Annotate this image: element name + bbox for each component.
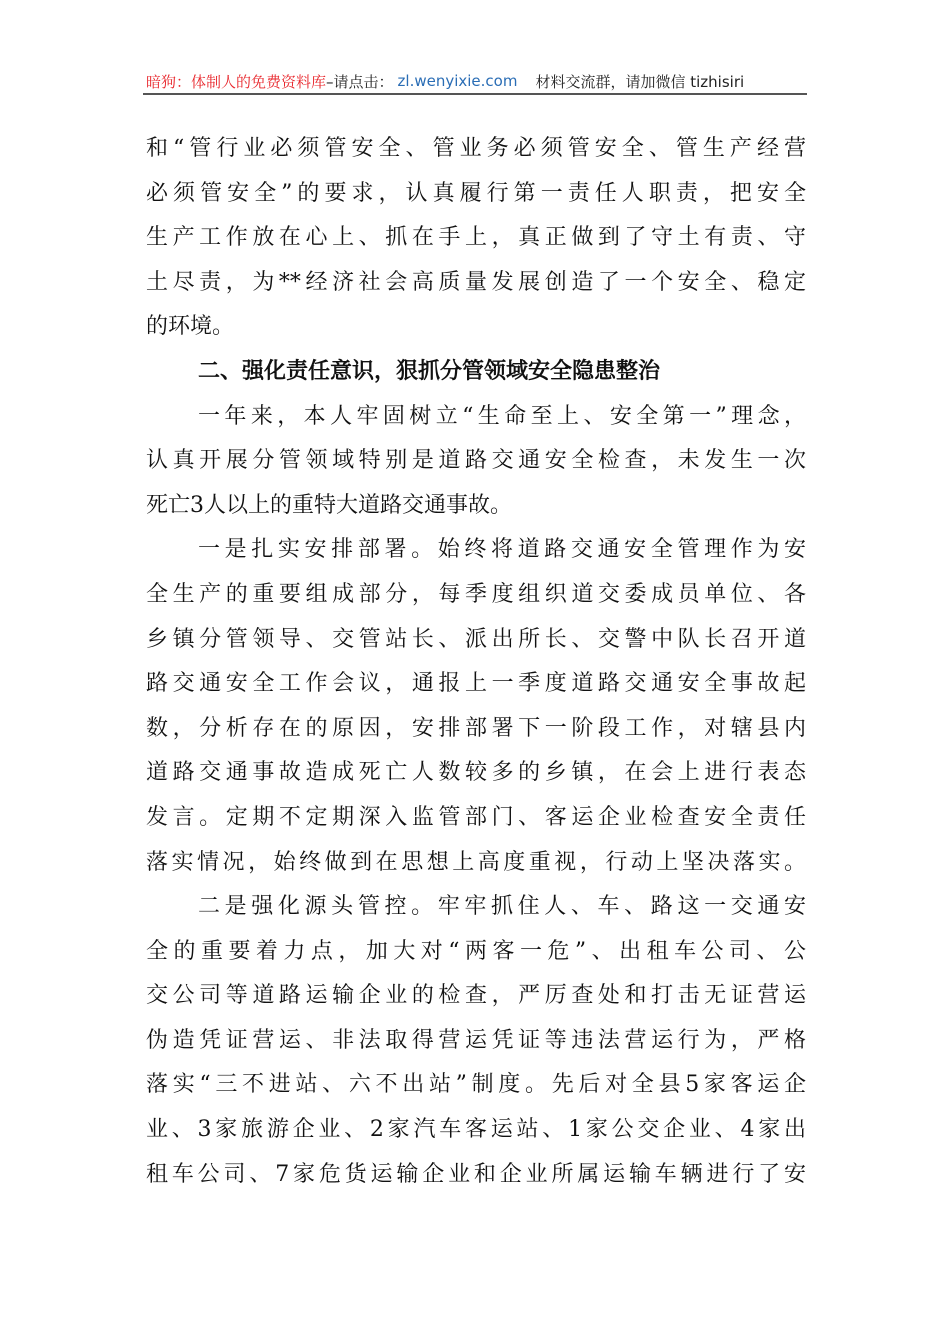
text-line: 和“管行业必须管安全、管业务必须管安全、管生产经营 <box>146 136 806 161</box>
header-note: 材料交流群，请加微信 tizhisiri <box>535 72 745 91</box>
text-line: 交公司等道路运输企业的检查，严厉查处和打击无证营运 <box>146 983 806 1009</box>
header-prompt: –请点击： <box>326 72 394 91</box>
text-line: 认真开展分管领域特别是道路交通安全检查，未发生一次 <box>146 448 806 474</box>
document-body <box>146 127 806 1197</box>
text-line: 租车公司、7家危货运输企业和企业所属运输车辆进行了安 <box>146 1161 806 1187</box>
text-line: 二是强化源头管控。牢牢抓住人、车、路这一交通安 <box>198 894 806 920</box>
text-line: 落实情况，始终做到在思想上高度重视，行动上坚决落实。 <box>146 849 806 875</box>
section-heading: 二、强化责任意识，狠抓分管领域安全隐患整治 <box>198 358 661 384</box>
text-line: 伪造凭证营运、非法取得营运凭证等违法营运行为，严格 <box>146 1027 806 1053</box>
text-line: 落实“三不进站、六不出站”制度。先后对全县5家客运企 <box>146 1072 806 1098</box>
header-brand: 暗狗：体制人的免费资料库 <box>146 72 327 91</box>
text-line: 道路交通事故造成死亡人数较多的乡镇，在会上进行表态 <box>146 760 806 786</box>
text-line: 路交通安全工作会议，通报上一季度道路交通安全事故起 <box>146 671 806 697</box>
header-divider <box>143 93 807 95</box>
page-header <box>146 70 806 92</box>
text-line: 生产工作放在心上、抓在手上，真正做到了守土有责、守 <box>146 225 806 251</box>
text-line: 全生产的重要组成部分，每季度组织道交委成员单位、各 <box>146 581 806 607</box>
text-line: 乡镇分管领导、交管站长、派出所长、交警中队长召开道 <box>146 626 806 652</box>
text-line: 发言。定期不定期深入监管部门、客运企业检查安全责任 <box>146 804 806 830</box>
text-line: 死亡3人以上的重特大道路交通事故。 <box>146 492 512 518</box>
text-line: 必须管安全”的要求，认真履行第一责任人职责，把安全 <box>146 180 806 206</box>
text-line: 数，分析存在的原因，安排部署下一阶段工作，对辖县内 <box>146 715 806 741</box>
header-link[interactable]: zl.wenyixie.com <box>397 72 518 90</box>
text-line: 的环境。 <box>146 314 235 340</box>
text-line: 全的重要着力点，加大对“两客一危”、出租车公司、公 <box>146 938 806 964</box>
text-line: 一是扎实安排部署。始终将道路交通安全管理作为安 <box>198 537 806 563</box>
text-line: 业、3家旅游企业、2家汽车客运站、1家公交企业、4家出 <box>146 1117 806 1143</box>
text-line: 土尽责，为**经济社会高质量发展创造了一个安全、稳定 <box>146 269 806 295</box>
text-line: 一年来，本人牢固树立“生命至上、安全第一”理念， <box>198 403 806 429</box>
